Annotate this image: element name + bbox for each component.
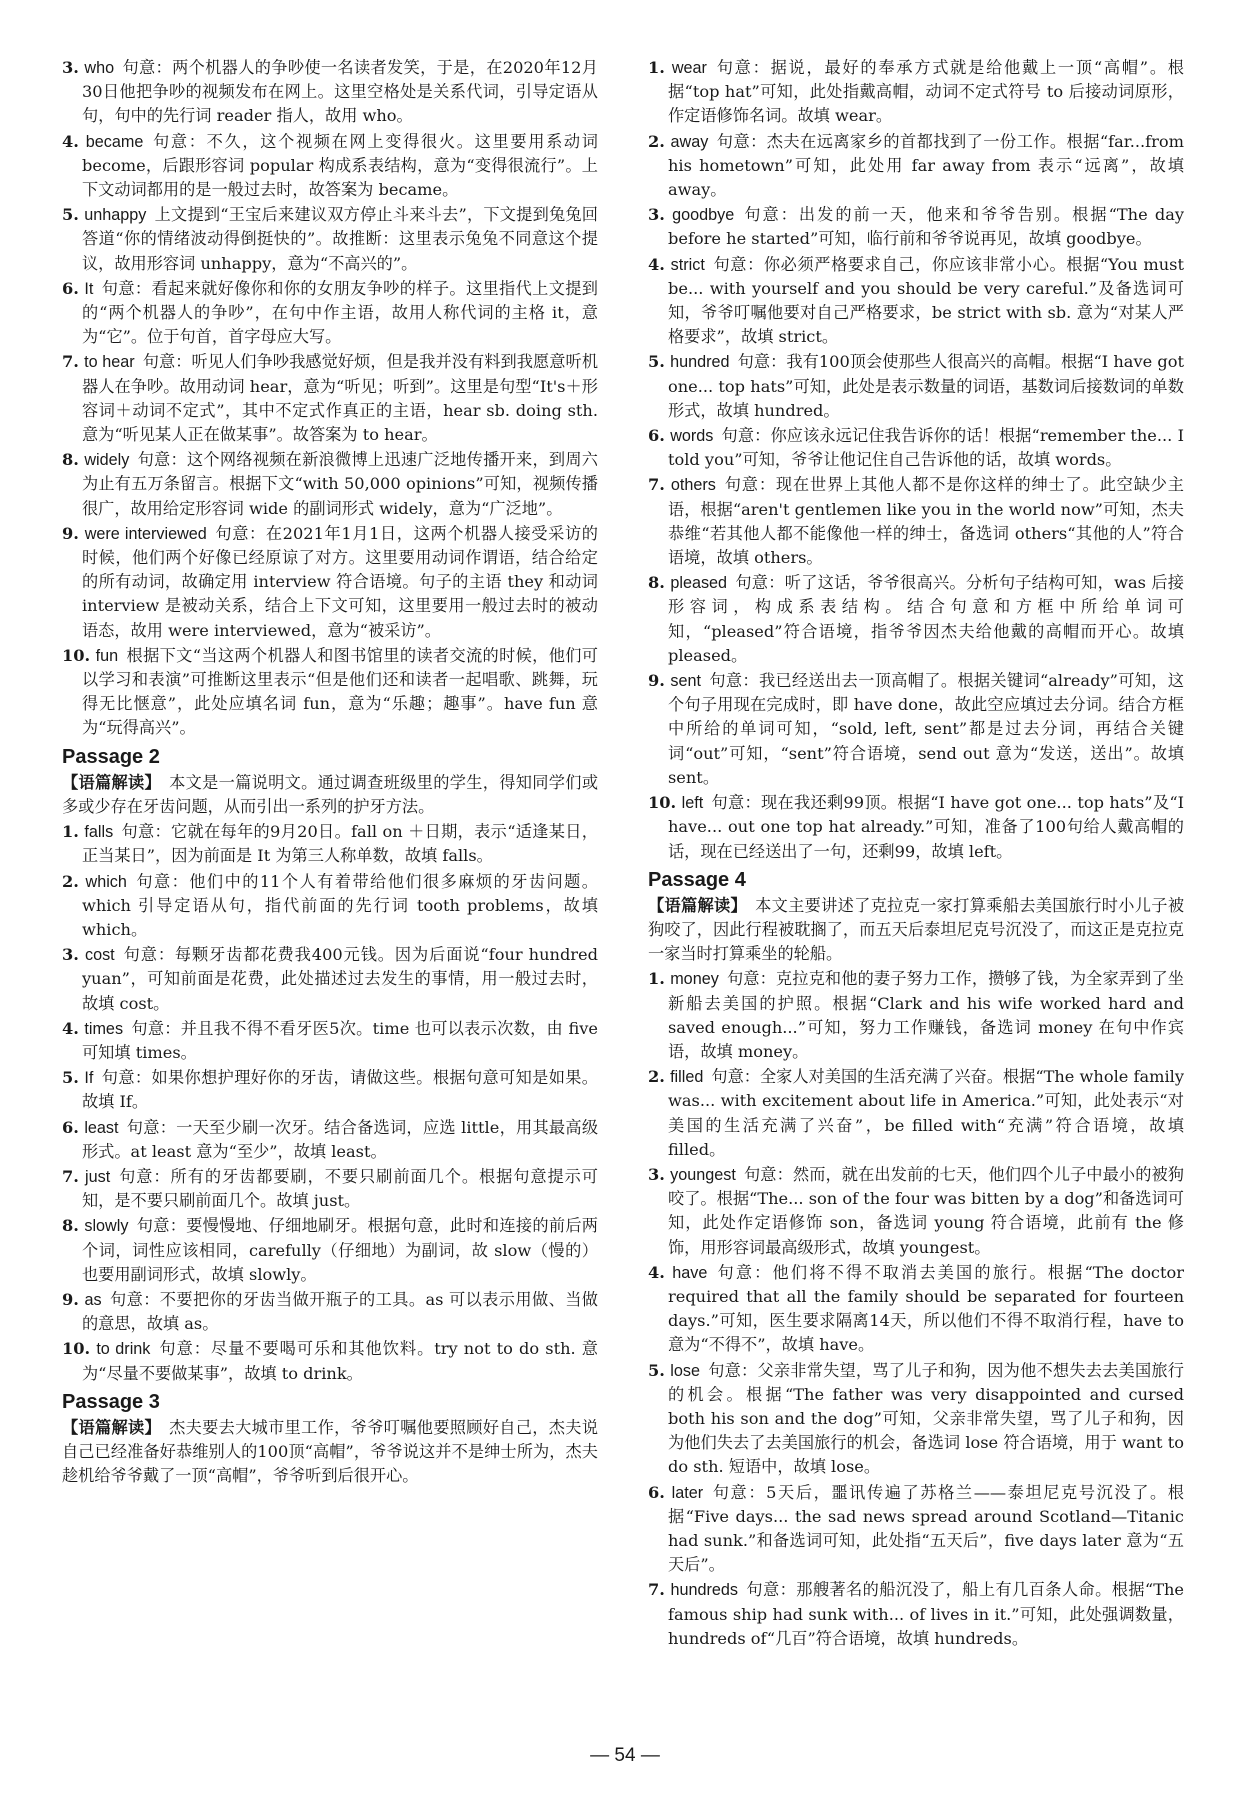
answer-item: 3. youngest 句意：然而，就在出发前的七天，他们四个儿子中最小的被狗咬了。根据“The... son of the four was bitten by a dog”和备选词可知，此处作定语修饰 son，备选词 young 符合语境，此前有 the 修饰，用形容词最高级形式，故填 youngest。	[648, 1164, 1184, 1257]
answer-item: 5. lose 句意：父亲非常失望，骂了儿子和狗，因为他不想失去去美国旅行的机会。根据“The father was very disappointed and cursed both his son and the dog”可知，父亲非常失望，骂了儿子和狗，因为他们失去了去美国旅行的机会，备选词 lose 符合语境，用于 want to do sth. 短语中，故填 lose。	[648, 1360, 1184, 1477]
answer-item: 5. hundred 句意：我有100顶会使那些人很高兴的高帽。根据“I have got one... top hats”可知，此处是表示数量的词语，基数词后接数词的单数形式，故填 hundred。	[648, 352, 1184, 420]
answer-item: 4. times 句意：并且我不得不看牙医5次。time 也可以表示次数，由 five 可知填 times。	[62, 1018, 598, 1062]
answer-item: 6. words 句意：你应该永远记住我告诉你的话！根据“remember the... I told you”可知，爷爷让他记住自己告诉他的话，故填 words。	[648, 426, 1184, 470]
right-column	[648, 56, 1184, 1652]
answer-item: 9. were interviewed 句意：在2021年1月1日，这两个机器人接受采访的时候，他们两个好像已经原谅了对方。这里要用动词作谓语，结合给定的所有动词，故确定用 interview 符合语境。句子的主语 they 和动词 interview 是被动关系，结合上下文可知，这里要用一般过去时的被动语态，故用 were interviewed，意为“被采访”。	[62, 523, 598, 640]
passage-4-title: Passage 4	[648, 868, 746, 891]
answer-item: 10. fun 根据下文“当这两个机器人和图书馆里的读者交流的时候，他们可以学习和表演”可推断这里表示“但是他们还和读者一起唱歌、跳舞，玩得无比惬意”，此处应填名词 fun，意为“乐趣；趣事”。have fun 意为“玩得高兴”。	[62, 645, 598, 738]
answer-item: 3. cost 句意：每颗牙齿都花费我400元钱。因为后面说“four hundred yuan”，可知前面是花费，此处描述过去发生的事情，用一般过去时，故填 cost。	[62, 945, 598, 1013]
passage-2-title: Passage 2	[62, 745, 160, 768]
passage-2-answers	[62, 820, 598, 1386]
passage-3-title: Passage 3	[62, 1390, 160, 1413]
answer-item: 7. just 句意：所有的牙齿都要刷，不要只刷前面几个。根据句意提示可知，是不要只刷前面几个。故填 just。	[62, 1166, 598, 1211]
answer-item: 6. It 句意：看起来就好像你和你的女朋友争吵的样子。这里指代上文提到的“两个机器人的争吵”，在句中作主语，故用人称代词的主格 it，意为“它”。位于句首，首字母应大写。	[62, 278, 598, 347]
answer-item: 1. falls 句意：它就在每年的9月20日。fall on ＋日期，表示“适逢某日，正当某日”，因为前面是 It 为第三人称单数，故填 falls。	[62, 822, 598, 866]
answer-item: 7. to hear 句意：听见人们争吵我感觉好烦，但是我并没有料到我愿意听机器人在争吵。故用动词 hear，意为“听见；听到”。这里是句型“It's＋形容词＋动词不定式”，其中不定式作真正的主语，hear sb. doing sth. 意为“听见某人正在做某事”。故答案为 to hear。	[62, 352, 599, 445]
answer-item: 5. If 句意：如果你想护理好你的牙齿，请做这些。根据句意可知是如果。故填 If。	[62, 1068, 598, 1112]
answer-item: 6. least 句意：一天至少刷一次牙。结合备选词，应选 little，用其最高级形式。at least 意为“至少”，故填 least。	[62, 1117, 599, 1161]
passage-4-answers	[648, 967, 1184, 1651]
answer-item: 2. away 句意：杰夫在远离家乡的首都找到了一份工作。根据“far...from his hometown”可知，此处用 far away from 表示“远离”，故填 away。	[648, 131, 1184, 200]
answer-item: 8. slowly 句意：要慢慢地、仔细地刷牙。根据句意，此时和连接的前后两个词，词性应该相同，carefully（仔细地）为副词，故 slow（慢的）也要用副词形式，故填 slowly。	[62, 1216, 598, 1284]
passage-2-intro: 【语篇解读】 本文是一篇说明文。通过调查班级里的学生，得知同学们或多或少存在牙齿问题，从而引出一系列的护牙方法。	[62, 772, 599, 816]
passage-3-answers	[648, 56, 1184, 864]
answer-item: 2. which 句意：他们中的11个人有着带给他们很多麻烦的牙齿问题。which 引导定语从句，指代前面的先行词 tooth problems，故填 which。	[62, 871, 598, 939]
answer-item: 7. others 句意：现在世界上其他人都不是你这样的绅士了。此空缺少主语，根据“aren't gentlemen like you in the world now”可知，杰夫恭维“若其他人都不能像他一样的绅士，备选词 others“其他的人”符合语境，故填 others。	[648, 475, 1184, 568]
answer-item: 7. hundreds 句意：那艘著名的船沉没了，船上有几百条人命。根据“The famous ship had sunk with... of lives in it.”可知，此处强调数量，hundreds of“几百”符合语境，故填 hundreds。	[648, 1580, 1185, 1648]
answer-item: 6. later 句意：5天后，噩讯传遍了苏格兰——泰坦尼克号沉没了。根据“Five days... the sad news spread around Scotland—Titanic had sunk.”和备选词可知，此处指“五天后”，five days later 意为“五天后”。	[648, 1482, 1184, 1575]
answer-item: 3. goodbye 句意：出发的前一天，他来和爷爷告别。根据“The day before he started”可知，临行前和爷爷说再见，故填 goodbye。	[648, 205, 1184, 249]
answer-item: 1. wear 句意：据说，最好的奉承方式就是给他戴上一顶“高帽”。根据“top hat”可知，此处指戴高帽，动词不定式符号 to 后接动词原形，作定语修饰名词。故填 wear。	[648, 58, 1184, 126]
passage-4-intro: 【语篇解读】 本文主要讲述了克拉克一家打算乘船去美国旅行时小儿子被狗咬了，因此行程被耽搁了，而五天后泰坦尼克号沉没了，而这正是克拉克一家当时打算乘坐的轮船。	[648, 895, 1185, 964]
answer-item: 4. became 句意：不久，这个视频在网上变得很火。这里要用系动词 become，后跟形容词 popular 构成系表结构，意为“变得很流行”。上下文动词都用的是一般过去时，故答案为 became。	[62, 131, 598, 200]
passage-3-intro: 【语篇解读】 杰夫要去大城市里工作，爷爷叮嘱他要照顾好自己，杰夫说自己已经准备好恭维别人的100顶“高帽”，爷爷说这并不是绅士所为，杰夫趁机给爷爷戴了一顶“高帽”，爷爷听到后很开心。	[62, 1417, 599, 1486]
answer-item: 8. widely 句意：这个网络视频在新浪微博上迅速广泛地传播开来，到周六为止有五万条留言。根据下文“with 50,000 opinions”可知，视频传播很广，故用给定形容词 wide 的副词形式 widely，意为“广泛地”。	[62, 450, 598, 518]
answer-item: 2. filled 句意：全家人对美国的生活充满了兴奋。根据“The whole family was... with excitement about life in America.”可知，此处表示“对美国的生活充满了兴奋”，be filled with“充满”符合语境，故填 filled。	[648, 1067, 1184, 1159]
page-number: — 54 —	[590, 1745, 660, 1766]
answer-item: 4. have 句意：他们将不得不取消去美国的旅行。根据“The doctor required that all the family should be separated for fourteen days.”可知，医生要求隔离14天，所以他们不得不取消行程，have to 意为“不得不”，故填 have。	[648, 1262, 1184, 1355]
answer-item: 8. pleased 句意：听了这话，爷爷很高兴。分析句子结构可知，was 后接形容词，构成系表结构。结合句意和方框中所给单词可知，“pleased”符合语境，指爷爷因杰夫给他戴的高帽而开心。故填 pleased。	[648, 573, 1184, 665]
answer-item: 10. left 句意：现在我还剩99顶。根据“I have got one... top hats”及“I have... out one top hat already.”可知，准备了100句给人戴高帽的话，现在已经送出了一句，还剩99，故填 left。	[648, 793, 1184, 861]
answer-item: 9. as 句意：不要把你的牙齿当做开瓶子的工具。as 可以表示用做、当做的意思，故填 as。	[62, 1289, 598, 1334]
answer-item: 1. money 句意：克拉克和他的妻子努力工作，攒够了钱，为全家弄到了坐新船去美国的护照。根据“Clark and his wife worked hard and saved enough...”可知，努力工作赚钱，备选词 money 在句中作宾语，故填 money。	[648, 969, 1184, 1061]
answer-item: 3. who 句意：两个机器人的争吵使一名读者发笑，于是，在2020年12月30日他把争吵的视频发布在网上。这里空格处是关系代词，引导定语从句，句中的先行词 reader 指人，故用 who。	[62, 58, 598, 126]
answer-item: 5. unhappy 上文提到“王宝后来建议双方停止斗来斗去”，下文提到兔兔回答道“你的情绪波动得倒挺快的”。故推断：这里表示兔兔不同意这个提议，故用形容词 unhappy，意为“不高兴的”。	[62, 205, 598, 273]
left-column	[62, 56, 598, 1489]
answer-item: 10. to drink 句意：尽量不要喝可乐和其他饮料。try not to do sth. 意为“尽量不要做某事”，故填 to drink。	[62, 1339, 598, 1383]
answer-item: 4. strict 句意：你必须严格要求自己，你应该非常小心。根据“You must be... with yourself and you should be very careful.”及备选词可知，爷爷叮嘱他要对自己严格要求，be strict with sb. 意为“对某人严格要求”，故填 strict。	[648, 254, 1184, 347]
answer-item: 9. sent 句意：我已经送出去一顶高帽了。根据关键词“already”可知，这个句子用现在完成时，即 have done，故此空应填过去分词。结合方框中所给的单词可知，“sold, left, sent”都是过去分词，再结合关键词“out”可知，“sent”符合语境，send out 意为“发送，送出”。故填 sent。	[648, 671, 1184, 787]
passage-1-answers	[62, 56, 598, 741]
